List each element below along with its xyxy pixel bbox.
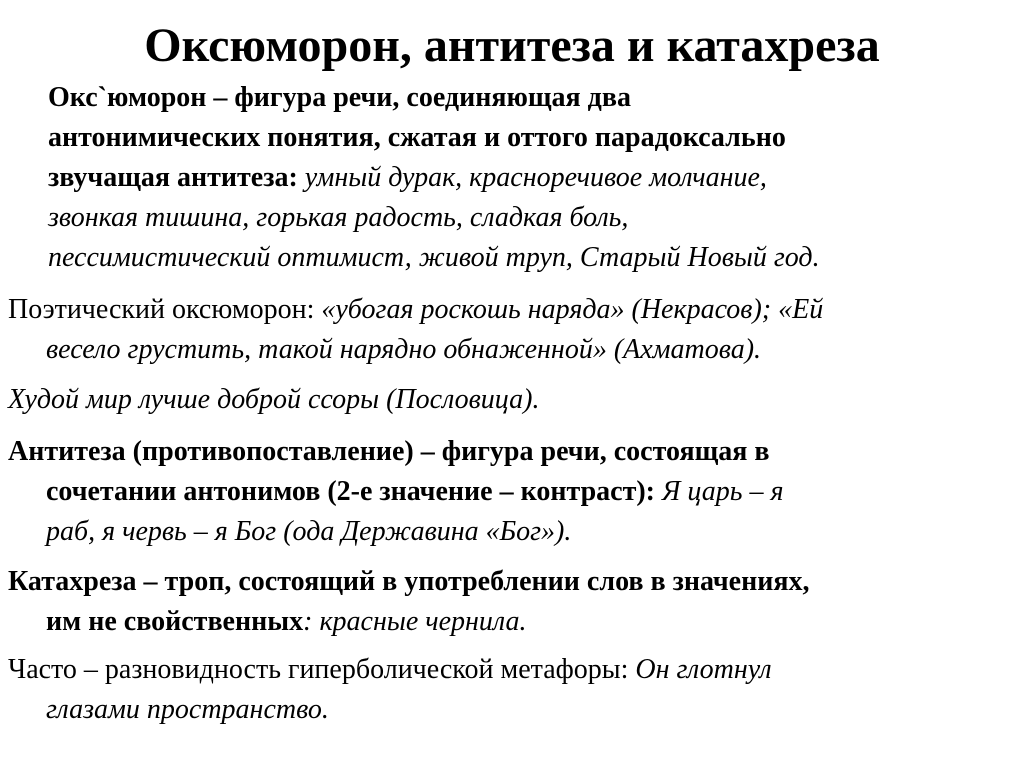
text-line: Худой мир лучше доброй ссоры (Пословица). (8, 384, 540, 415)
text-italic: Он глотнул (635, 654, 772, 685)
text-normal: Часто – разновидность гиперболической метафоры: (8, 654, 636, 685)
text-line: Катахреза – троп, состоящий в употреблении слов в значениях, (8, 566, 810, 597)
text-line (48, 158, 820, 198)
text-italic: : красные чернила. (303, 606, 527, 637)
text-bold: сочетании антонимов (2-е значение – контраст): (46, 476, 655, 507)
text-line: звонкая тишина, горькая радость, сладкая боль, (48, 202, 629, 233)
text-line: глазами пространство. (46, 694, 329, 725)
text-line: антонимических понятия, сжатая и оттого парадоксально (48, 122, 786, 153)
text-line: Окс`юморон – фигура речи, соединяющая два (48, 82, 631, 113)
text-italic: умный дурак, красноречивое молчание, (297, 162, 767, 193)
paragraph-poetic-oxymoron (8, 290, 823, 370)
text-normal: Поэтический оксюморон: (8, 294, 322, 325)
paragraph-oxymoron-definition (48, 78, 820, 278)
text-line: весело грустить, такой нарядно обнаженной» (Ахматова). (46, 334, 762, 365)
text-italic: Я царь – я (654, 476, 784, 507)
text-italic: «убогая роскошь наряда» (Некрасов); «Ей (321, 294, 824, 325)
paragraph-hyperbolic-metaphor (8, 650, 772, 730)
text-line (8, 650, 772, 690)
text-bold: звучащая антитеза: (48, 162, 298, 193)
text-bold: им не свойственных (46, 606, 304, 637)
paragraph-antithesis (8, 432, 784, 552)
slide-title: Оксюморон, антитеза и катахреза (144, 19, 880, 72)
text-line (8, 602, 810, 642)
text-line (8, 472, 784, 512)
text-line: раб, я червь – я Бог (ода Державина «Бог»). (46, 516, 572, 547)
text-line: Антитеза (противопоставление) – фигура речи, состоящая в (8, 436, 770, 467)
text-line (8, 290, 823, 330)
paragraph-proverb (8, 380, 539, 420)
paragraph-catachresis (8, 562, 810, 642)
text-line: пессимистический оптимист, живой труп, Старый Новый год. (48, 242, 820, 273)
